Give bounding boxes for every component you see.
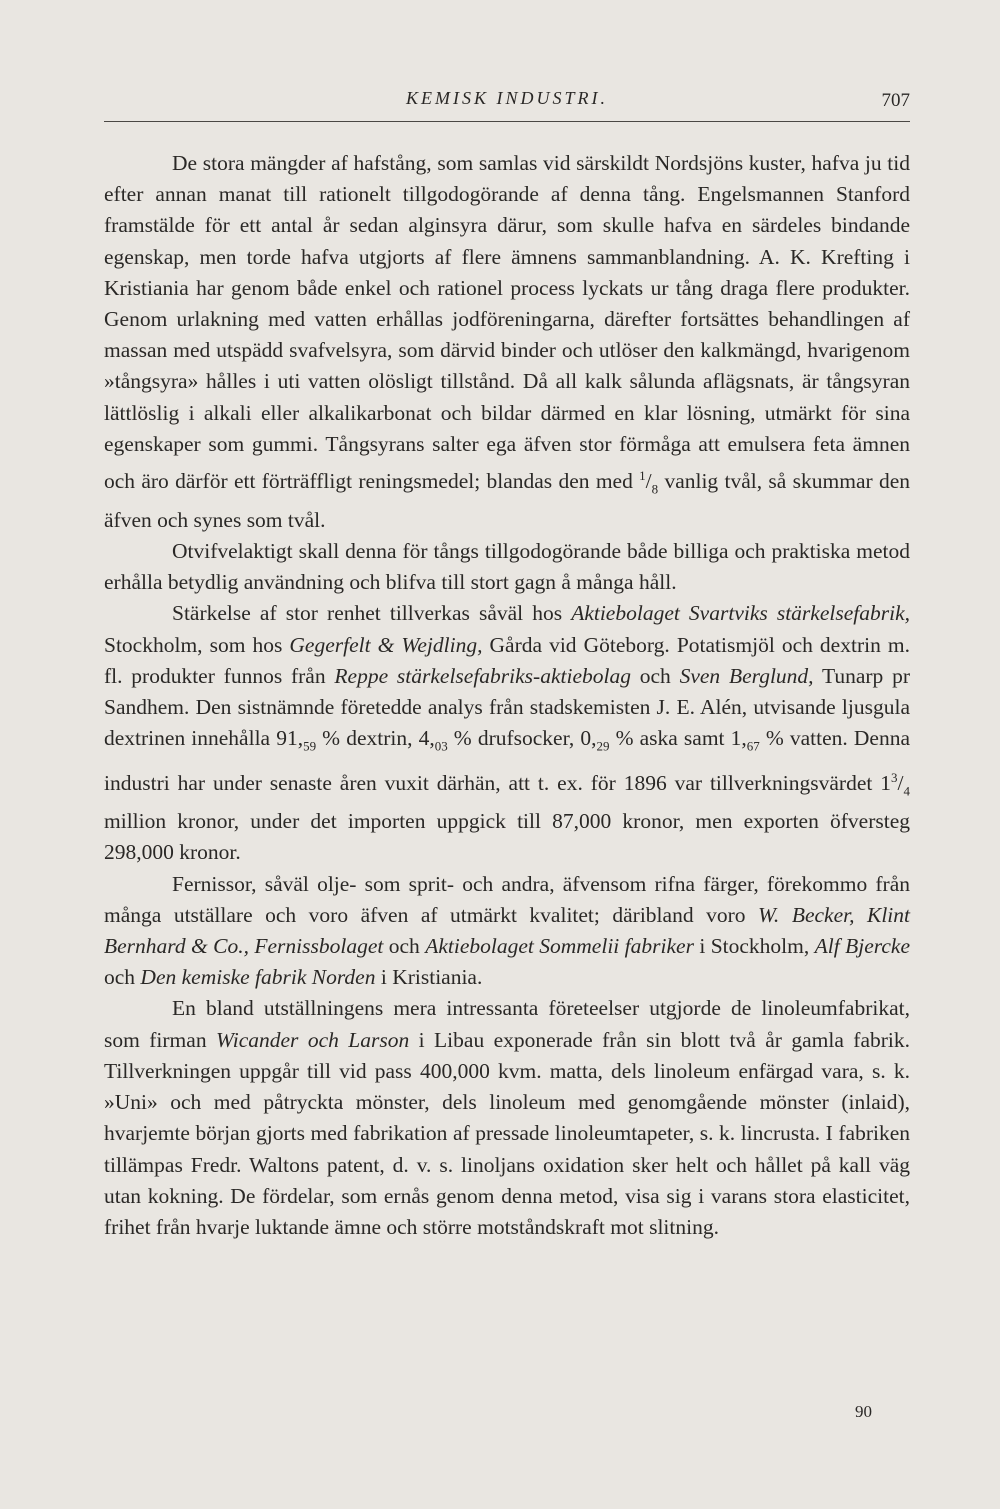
text-run: Stockholm, som hos	[104, 632, 290, 657]
italic-text: Wicander och Larson	[216, 1027, 410, 1052]
italic-text: Aktiebolaget Sommelii fabriker	[425, 934, 694, 959]
text-run: 03	[434, 738, 448, 754]
text-run: 4	[903, 783, 910, 799]
text-run: % dextrin, 4,	[316, 726, 435, 751]
header-rule	[104, 121, 910, 122]
paragraph	[104, 869, 910, 994]
text-run: vanlig tvål, så skummar den äfven och synes som tvål.	[104, 469, 910, 532]
body-text	[104, 148, 910, 1243]
page-header	[104, 88, 910, 114]
text-run: och	[383, 934, 426, 959]
text-run: Tunarp pr Sandhem. Den sistnämnde företedde analys från stadskemisten J. E. Alén, utvisande ljusgula dextrinen innehålla 91,	[104, 663, 910, 751]
text-run: 59	[303, 738, 317, 754]
italic-text: Sven Berglund,	[679, 663, 814, 688]
text-run: 8	[651, 481, 659, 497]
page-number: 707	[881, 90, 910, 111]
italic-text: Alf Bjercke	[814, 934, 910, 959]
running-title: KEMISK INDUSTRI.	[406, 88, 608, 108]
text-run: och	[630, 663, 680, 688]
text-run: De stora mängder af hafstång, som samlas vid särskildt Nordsjöns kuster, hafva ju tid efter annan manat till rationelt tillgodogörande af denna tång. Engelsmannen Stanford framstälde för ett antal år sedan alginsyra därur, som skulle hafva en särdeles bindande egenskap, men torde hafva utgjorts af flere ämnens sammanblandning. A. K. Krefting i Kristiania har genom både enkel och rationel process lyckats ur tång draga flere produkter. Genom urlakning med vatten erhållas jodföreningarna, därefter fortsättes behandlingen af massan med utspädd svafvelsyra, som därvid binder och utlöser den kalkmängd, hvarigenom »tångsyra» hålles i uti vatten olösligt tillstånd. Då all kalk sålunda aflägsnats, är tångsyran lättlöslig i alkali eller alkalikarbonat och bildar därmed en klar lösning, utmärkt för sina egenskaper som gummi. Tångsyrans salter ega äfven stor förmåga att emulsera feta ämnen och äro därför ett förträffligt reningsmedel; blandas den med	[104, 151, 910, 494]
text-run: /	[645, 469, 652, 494]
italic-text: Reppe stärkelsefabriks-aktiebolag	[334, 663, 631, 688]
text-run: i Kristiania.	[375, 965, 483, 990]
text-run: i Stockholm,	[693, 934, 815, 959]
text-run: million kronor, under det importen uppgick till 87,000 kronor, men exporten öfversteg 298,000 kronor.	[104, 809, 910, 865]
text-run: % aska samt 1,	[609, 726, 747, 751]
italic-text: Aktiebolaget Svartviks stärkelsefabrik,	[571, 601, 910, 626]
italic-text: Den kemiske fabrik Norden	[140, 965, 376, 990]
text-run: Fernissor, såväl olje- som sprit- och andra, äfvensom rifna färger, förekommo från många utställare och voro äfven af utmärkt kvalitet; däribland voro	[104, 871, 910, 927]
text-run: Stärkelse af stor renhet tillverkas såväl hos	[172, 601, 572, 626]
text-run: 1	[639, 468, 646, 484]
signature-mark: 90	[855, 1402, 872, 1421]
text-run: och	[104, 965, 141, 990]
text-run: i Libau exponerade från sin blott två år gamla fabrik. Tillverkningen uppgår till vid pass 400,000 kvm. matta, dels linoleum enfärgad vara, s. k. »Uni» och med påtryckta mönster, dels linoleum med genomgående mönster (inlaid), hvarjemte början gjorts med fabrikation af pressade linoleumtapeter, s. k. lincrusta. I fabriken tillämpas Fredr. Waltons patent, d. v. s. linoljans oxidation sker helt och hållet på kall väg utan kokning. De fördelar, som ernås genom denna metod, visa sig i varans stora elasticitet, frihet från hvarje luktande ämne och större motståndskraft mot slitning.	[104, 1027, 910, 1239]
text-run: Gårda vid Göteborg. Potatismjöl och dextrin m. fl. produkter funnos från	[104, 632, 910, 688]
italic-text: W. Becker, Klint Bernhard & Co., Fernissbolaget	[104, 902, 910, 959]
text-run: 29	[596, 738, 610, 754]
paragraph	[104, 598, 910, 868]
paragraph	[104, 148, 910, 536]
paragraph	[104, 536, 910, 598]
text-run: 67	[746, 738, 760, 754]
text-run: /	[897, 770, 904, 795]
text-run: % drufsocker, 0,	[447, 726, 597, 751]
text-run: % vatten. Denna industri har under senaste åren vuxit därhän, att t. ex. för 1896 var tillverkningsvärdet 1	[104, 726, 911, 795]
text-run: 3	[891, 769, 898, 785]
text-run: Otvifvelaktigt skall denna för tångs tillgodogörande både billiga och praktiska metod erhålla betydlig användning och blifva till stort gagn å många håll.	[104, 538, 910, 595]
italic-text: Gegerfelt & Wejdling,	[289, 632, 483, 657]
text-run: En bland utställningens mera intressanta företeelser utgjorde de linoleumfabrikat, som firman	[104, 996, 910, 1052]
paragraph	[104, 993, 910, 1243]
